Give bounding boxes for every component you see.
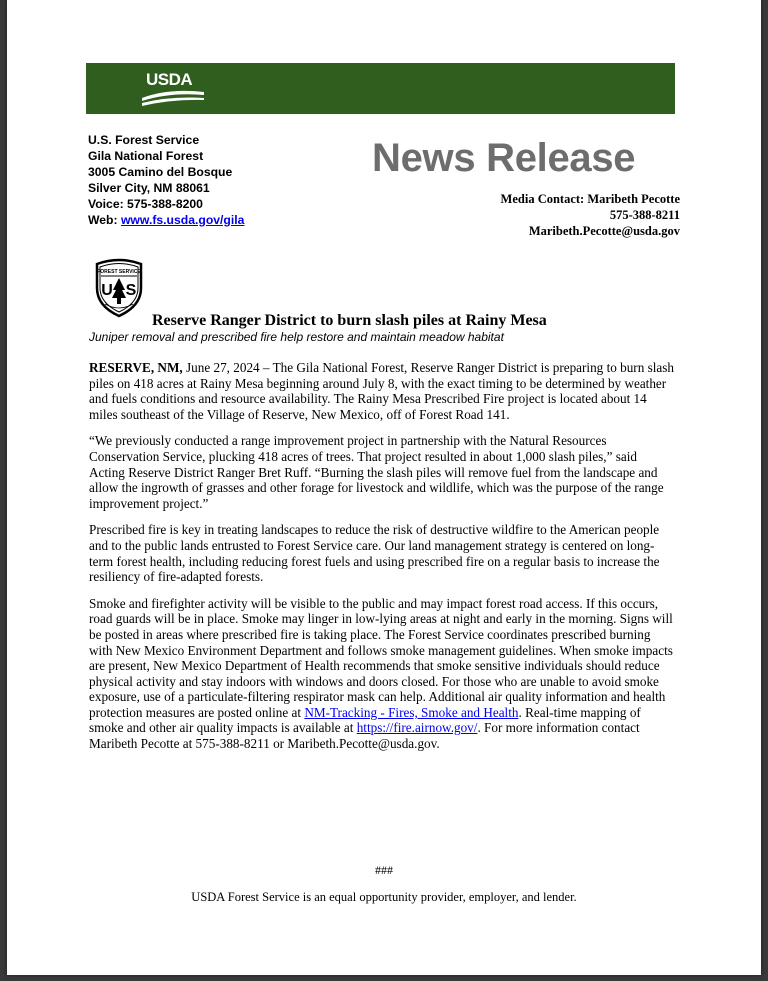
voice-phone: Voice: 575-388-8200 — [88, 197, 203, 211]
paragraph-2: “We previously conducted a range improvement project in partnership with the Natural Resources Conservation Service, plucking 418 acres of trees. That project resulted in about 1,000 slash piles,” said Acting Reserve District Ranger Bret Ruff. “Burning the slash piles will remove fuel from the landscape and allow the ingrowth of grasses and other forage for livestock and wildlife, which was the purpose of the range improvement project.” — [89, 433, 664, 511]
paragraph-text: Smoke and firefighter activity will be visible to the public and may impact forest road access. If this occurs, road guards will be in place. Smoke may linger in low-lying areas at night and early in the morning. Signs will be posted in areas where prescribed fire is taking place. The Forest Service coordinates prescribed burning with New Mexico Environment Department and follows smoke management guidelines. When smoke impacts are present, New Mexico Department of Health recommends that smoke sensitive individuals should reduce physical activity and stay indoors with windows and doors closed. For those who are unable to avoid smoke exposure, use of a particulate-filtering respirator mask can help. Additional air quality information and health protection measures are posted online at — [89, 595, 673, 720]
usda-banner — [86, 63, 675, 114]
website-link[interactable]: www.fs.usda.gov/gila — [120, 213, 245, 227]
svg-text:U: U — [101, 282, 113, 299]
end-mark: ### — [375, 863, 393, 877]
paragraph-1 — [89, 360, 675, 422]
address-line: Silver City, NM 88061 — [88, 181, 210, 195]
paragraph-text: June 27, 2024 – The Gila National Forest, Reserve Ranger District is preparing to burn slash piles on 418 acres at Rainy Mesa beginning around July 8, with the exact timing to be determined by weather and fuels conditions and resource availability. The Rainy Mesa Prescribed Fire project is located about 14 miles southeast of the Village of Reserve, New Mexico, off of Forest Road 141. — [89, 360, 674, 422]
subheadline: Juniper removal and prescribed fire help restore and maintain meadow habitat — [89, 330, 504, 344]
headline: Reserve Ranger District to burn slash piles at Rainy Mesa — [152, 312, 547, 329]
article-body — [89, 360, 675, 763]
web-line — [88, 212, 244, 228]
address-line: 3005 Camino del Bosque — [88, 165, 233, 179]
usda-hills-icon — [138, 70, 208, 110]
shield-top-text: FOREST SERVICE — [97, 269, 141, 275]
office-address — [88, 132, 244, 228]
address-line: Gila National Forest — [88, 149, 204, 163]
airnow-link[interactable]: https://fire.airnow.gov/ — [356, 720, 478, 736]
footer-disclaimer: USDA Forest Service is an equal opportunity provider, employer, and lender. — [191, 890, 577, 904]
paragraph-4 — [89, 596, 675, 752]
contact-email: Maribeth.Pecotte@usda.gov — [528, 224, 680, 238]
nm-tracking-link[interactable]: NM-Tracking - Fires, Smoke and Health — [304, 704, 519, 720]
contact-phone: 575-388-8211 — [609, 208, 680, 222]
paragraph-text: . Real-time mapping of smoke and other air quality impacts is available at — [89, 704, 641, 736]
usda-logo-text: USDA — [146, 70, 193, 89]
contact-name: Media Contact: Maribeth Pecotte — [500, 192, 680, 206]
forest-service-shield-icon — [91, 258, 147, 318]
usda-logo — [138, 70, 208, 110]
address-line: U.S. Forest Service — [88, 133, 200, 147]
dateline: RESERVE, NM, — [89, 360, 183, 375]
page-title: News Release — [372, 136, 636, 180]
svg-text:S: S — [125, 282, 137, 299]
paragraph-text: . For more information contact Maribeth Pecotte at 575-388-8211 or Maribeth.Pecotte@usda.gov. — [89, 720, 640, 752]
web-label: Web: — [88, 213, 121, 227]
media-contact — [501, 191, 680, 239]
paragraph-3: Prescribed fire is key in treating landscapes to reduce the risk of destructive wildfire to the American people and to the public lands entrusted to Forest Service care. Our land management strategy is centered on long-term forest health, including reducing forest fuels and using prescribed fire on a regular basis to increase the resiliency of fire-adapted forests. — [89, 522, 660, 585]
